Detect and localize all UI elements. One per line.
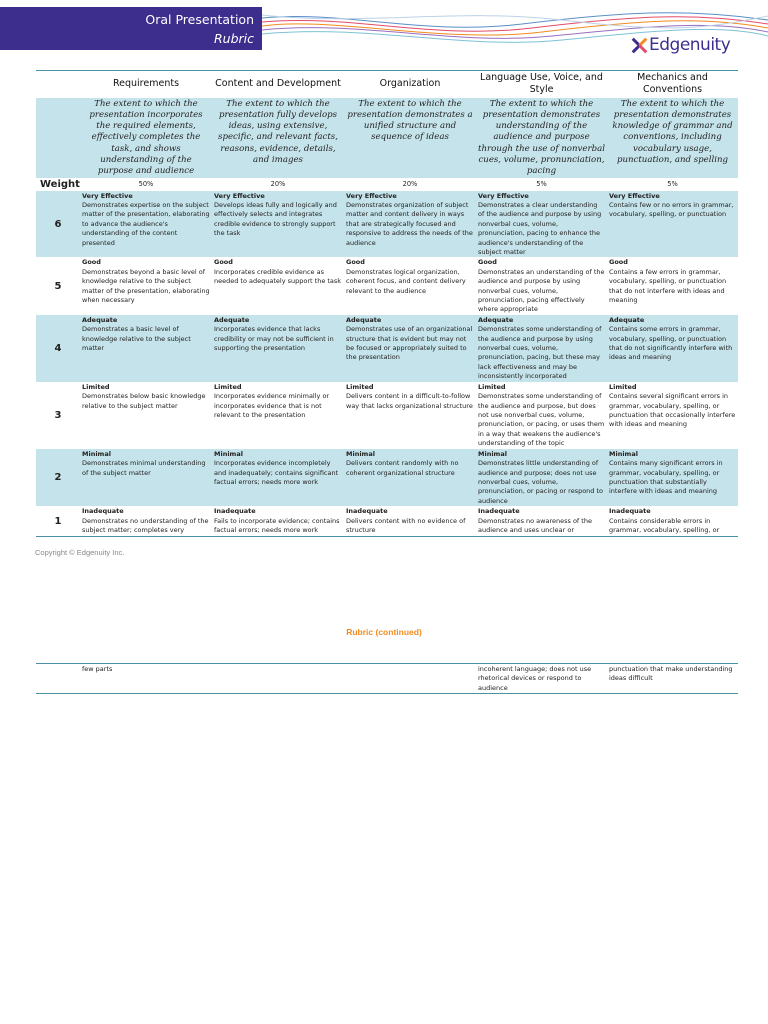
level-text: Contains considerable errors in grammar, vocabulary, spelling, or (609, 516, 720, 534)
level-text: Contains some errors in grammar, vocabulary, spelling, or punctuation that do not significantly interfere with ideas and meaning (609, 325, 733, 362)
continued-cell (36, 664, 80, 694)
rubric-cell (212, 506, 344, 536)
level-label: Inadequate (346, 507, 388, 516)
level-text: Demonstrates no understanding of the subject matter; completes very (82, 516, 209, 534)
score-row-1 (36, 506, 738, 536)
level-label: Minimal (609, 449, 638, 458)
column-description: The extent to which the presentation demonstrates understanding of the audience and purpose through the use of nonverbal cues, volume, pronunciation, pacing (476, 98, 607, 178)
level-text: Demonstrates expertise on the subject matter of the presentation, elaborating to advance the audience's understanding of the content presented (82, 200, 210, 247)
copyright-notice: Copyright © Edgenuity Inc. (35, 548, 125, 557)
column-header: Content and Development (212, 71, 344, 98)
rubric-cell (607, 382, 738, 449)
weight-value: 5% (667, 180, 678, 189)
level-text: Demonstrates organization of subject matter and content delivery in ways that are strategically focused and responsive to address the needs of the audience (346, 200, 473, 247)
score-number: 1 (36, 506, 80, 536)
score-row-6 (36, 191, 738, 258)
weight-value: 20% (402, 180, 418, 189)
level-text: Contains many significant errors in grammar, vocabulary, spelling, or punctuation that substantially interfere with ideas and meaning (609, 459, 723, 496)
level-text: Incorporates evidence that lacks credibility or may not be sufficient in supporting the presentation (214, 325, 334, 353)
continued-table (36, 663, 738, 694)
column-description: The extent to which the presentation fully develops ideas, using extensive, specific, and relevant facts, reasons, evidence, details, and images (212, 98, 344, 178)
corner-cell (36, 71, 80, 98)
level-label: Very Effective (214, 191, 265, 200)
level-text: Demonstrates below basic knowledge relative to the subject matter (82, 392, 206, 410)
rubric-cell (344, 315, 476, 382)
level-text: Contains few or no errors in grammar, vocabulary, spelling, or punctuation (609, 200, 734, 219)
level-label: Adequate (478, 315, 514, 324)
column-description: The extent to which the presentation incorporates the required elements, effectively completes the task, and shows understanding of the purpose and audience (80, 98, 212, 178)
score-row-4 (36, 315, 738, 382)
rubric-cell (80, 506, 212, 536)
level-text: Demonstrates a basic level of knowledge relative to the subject matter (82, 325, 191, 353)
level-label: Inadequate (214, 507, 256, 516)
rubric-cell (344, 191, 476, 258)
level-text: Delivers content with no evidence of structure (346, 516, 466, 534)
score-row-2 (36, 449, 738, 506)
rubric-cell (212, 449, 344, 506)
edgenuity-logo (631, 35, 730, 55)
rubric-cell (212, 257, 344, 314)
level-label: Good (346, 258, 365, 267)
level-label: Inadequate (82, 507, 124, 516)
level-text: Demonstrates logical organization, coherent focus, and content delivery relevant to the audience (346, 267, 466, 295)
level-text: Incorporates credible evidence as needed to adequately support the task (214, 267, 342, 286)
rubric-cell (80, 191, 212, 258)
level-label: Good (214, 258, 233, 267)
rubric-cell (80, 315, 212, 382)
brand-name: Edgenuity (649, 35, 731, 55)
level-label: Very Effective (82, 191, 133, 200)
rubric-cell (344, 257, 476, 314)
rubric-cell (607, 257, 738, 314)
document-title: Oral Presentation (145, 12, 254, 27)
level-label: Very Effective (478, 191, 529, 200)
weight-value: 20% (270, 180, 286, 189)
rubric-cell (212, 191, 344, 258)
level-label: Minimal (82, 449, 111, 458)
level-label: Inadequate (478, 507, 520, 516)
rubric-cell (212, 382, 344, 449)
document-subtitle: Rubric (213, 31, 254, 46)
level-text: Demonstrates little understanding of audience and purpose; does not use nonverbal cues, volume, pronunciation, or pacing or respond to audience (478, 459, 604, 505)
level-label: Adequate (609, 315, 645, 324)
column-header: Requirements (80, 71, 212, 98)
rubric-cell (212, 315, 344, 382)
level-text: Demonstrates an understanding of the audience and purpose by using nonverbal cues, volume, pronunciation, pacing effectively where appropriate (478, 267, 605, 314)
level-label: Adequate (214, 315, 250, 324)
rubric-cell (476, 506, 607, 536)
continued-cell: few parts (80, 664, 212, 694)
continued-cell (212, 664, 344, 694)
continued-heading: Rubric (continued) (346, 627, 422, 637)
weight-label: Weight (40, 178, 80, 190)
rubric-cell (607, 506, 738, 536)
level-label: Good (609, 258, 628, 267)
level-label: Good (478, 258, 497, 267)
score-number: 6 (36, 191, 80, 258)
rubric-cell (344, 506, 476, 536)
level-text: Contains several significant errors in grammar, vocabulary, spelling, or punctuation that occasionally interfere with ideas and meaning (609, 392, 736, 429)
weight-value: 50% (138, 180, 154, 189)
description-row (36, 98, 738, 178)
level-text: Demonstrates beyond a basic level of knowledge relative to the subject matter of the presentation, elaborating when necessary (82, 267, 210, 305)
continued-cell (344, 664, 476, 694)
level-label: Limited (609, 382, 637, 391)
column-description: The extent to which the presentation demonstrates a unified structure and sequence of ideas (344, 98, 476, 178)
edgenuity-x-icon (631, 37, 648, 54)
rubric-cell (607, 449, 738, 506)
rubric-cell (476, 191, 607, 258)
column-header: Mechanics and Conventions (607, 71, 738, 98)
score-number: 2 (36, 449, 80, 506)
level-text: Delivers content in a difficult-to-follow way that lacks organizational structure (346, 392, 473, 410)
rubric-cell (476, 257, 607, 314)
level-text: Incorporates evidence incompletely and inadequately; contains significant factual errors; needs more work (214, 459, 339, 486)
rubric-cell (607, 315, 738, 382)
rubric-cell (344, 449, 476, 506)
level-text: Demonstrates use of an organizational structure that is evident but may not be focused or appropriately suited to the presentation (346, 325, 473, 362)
column-description: The extent to which the presentation demonstrates knowledge of grammar and conventions, including vocabulary usage, punctuation, and spelling (607, 98, 738, 178)
level-label: Adequate (82, 315, 118, 324)
header-row (36, 71, 738, 98)
corner-cell (36, 98, 80, 178)
level-label: Minimal (346, 449, 375, 458)
level-text: Demonstrates no awareness of the audience and uses unclear or (478, 516, 592, 534)
rubric-cell (476, 449, 607, 506)
level-text: Contains a few errors in grammar, vocabulary, spelling, or punctuation that do not interfere with ideas and meaning (609, 267, 727, 305)
title-band (0, 7, 262, 50)
continued-cell: incoherent language; does not use rhetorical devices or respond to audience (476, 664, 607, 694)
level-label: Inadequate (609, 507, 651, 516)
rubric-cell (80, 257, 212, 314)
column-header: Organization (344, 71, 476, 98)
level-label: Minimal (214, 449, 243, 458)
level-text: Demonstrates a clear understanding of the audience and purpose by using nonverbal cues, volume, pronunciation, pacing to enhance the audience's understanding of the subject matter (478, 200, 602, 257)
weight-value: 5% (536, 180, 547, 189)
level-text: Demonstrates some understanding of the audience and purpose, but does not use nonverbal cues, volume, pronunciation, or pacing, or uses them in a way that weakens the audience's understanding of the topic (478, 392, 605, 448)
level-label: Limited (214, 382, 242, 391)
level-label: Very Effective (609, 191, 660, 200)
score-number: 5 (54, 280, 62, 292)
score-number: 3 (54, 410, 62, 422)
score-number: 4 (36, 315, 80, 382)
rubric-cell (476, 382, 607, 449)
level-label: Very Effective (346, 191, 397, 200)
score-row-5 (36, 257, 738, 314)
level-label: Good (82, 258, 101, 267)
level-text: Demonstrates some understanding of the audience and purpose by using nonverbal cues, volume, pronunciation, pacing, but these may lack effectiveness and may be inconsistently incorporated (478, 325, 602, 381)
rubric-cell (80, 449, 212, 506)
level-label: Adequate (346, 315, 382, 324)
level-label: Limited (346, 382, 374, 391)
level-text: Fails to incorporate evidence; contains factual errors; needs more work (214, 516, 340, 534)
rubric-cell (344, 382, 476, 449)
rubric-cell (476, 315, 607, 382)
weight-row (36, 178, 738, 191)
level-text: Demonstrates minimal understanding of the subject matter (82, 459, 206, 477)
level-label: Limited (82, 382, 110, 391)
level-text: Develops ideas fully and logically and effectively selects and integrates credible evidence to strongly support the task (214, 200, 337, 238)
level-label: Limited (478, 382, 506, 391)
rubric-cell (80, 382, 212, 449)
column-header: Language Use, Voice, and Style (476, 71, 607, 98)
rubric-cell (607, 191, 738, 258)
continued-row (36, 664, 738, 694)
level-text: Incorporates evidence minimally or incorporates evidence that is not relevant to the presentation (214, 392, 330, 420)
level-label: Minimal (478, 449, 507, 458)
rubric-table (36, 70, 738, 537)
score-row-3 (36, 382, 738, 449)
level-text: Delivers content randomly with no coherent organizational structure (346, 459, 459, 477)
continued-cell: punctuation that make understanding ideas difficult (607, 664, 738, 694)
